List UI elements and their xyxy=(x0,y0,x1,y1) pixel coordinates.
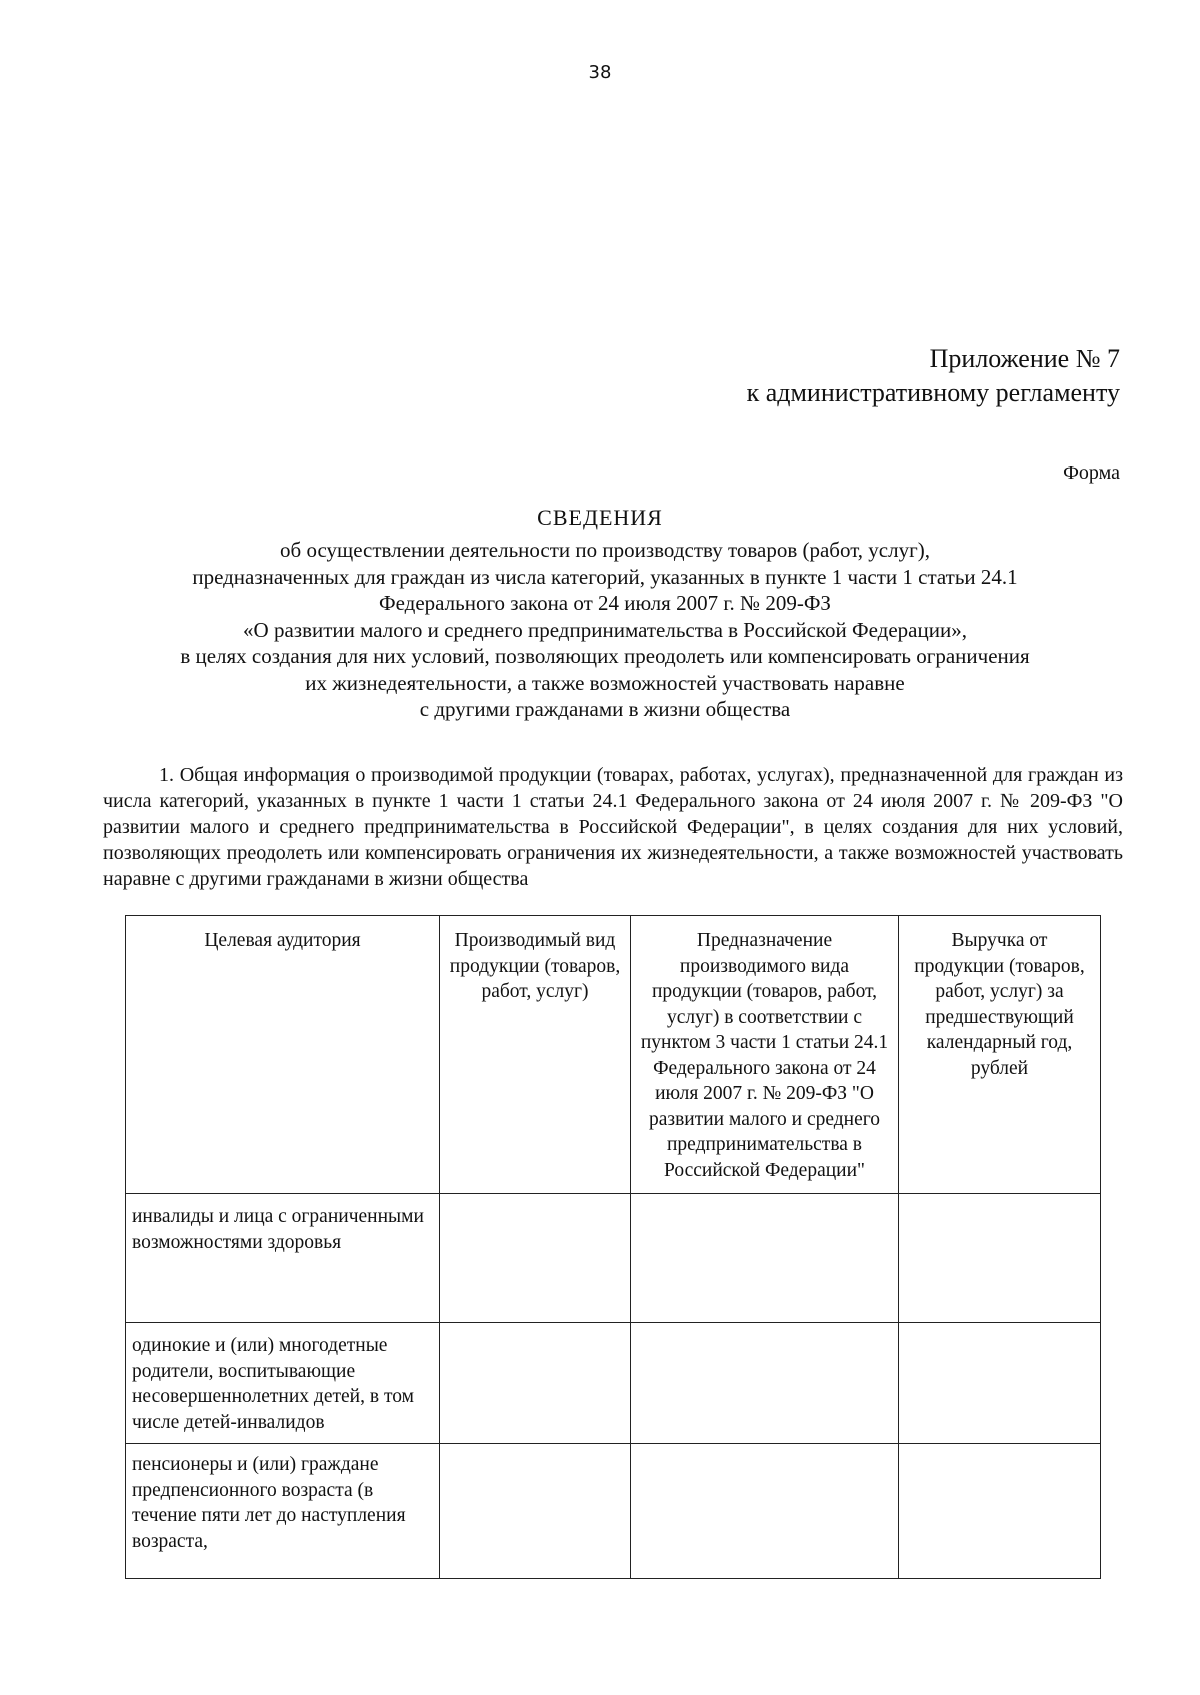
subtitle-line: «О развитии малого и среднего предпринимательства в Российской Федерации», xyxy=(243,617,967,642)
document-title: СВЕДЕНИЯ xyxy=(537,505,663,530)
section-1-paragraph: 1. Общая информация о производимой продукции (товарах, работах, услугах), предназначенной для граждан из числа категорий, указанных в пункте 1 части 1 статьи 24.1 Федерального закона от 24 июля 2007 г. № 209-ФЗ "О развитии малого и среднего предпринимательства в Российской Федерации", в целях создания для них условий, позволяющих преодолеть или компенсировать ограничения их жизнедеятельности, а также возможностей участвовать наравне с другими гражданами в жизни общества xyxy=(103,764,1123,890)
table-row xyxy=(126,1444,1101,1579)
table-cell-audience: инвалиды и лица с ограниченными возможностями здоровья xyxy=(126,1194,440,1323)
table-row xyxy=(126,1194,1101,1323)
subtitle-line: с другими гражданами в жизни общества xyxy=(419,697,791,721)
subtitle-line: их жизнедеятельности, а также возможностей участвовать наравне xyxy=(305,670,905,695)
column-header-target-audience: Целевая аудитория xyxy=(126,916,440,1194)
table-header-row xyxy=(126,916,1101,1194)
table-cell-empty[interactable] xyxy=(631,1323,899,1444)
table-cell-empty[interactable] xyxy=(440,1323,631,1444)
table-row xyxy=(126,1323,1101,1444)
table-cell-empty[interactable] xyxy=(631,1444,899,1579)
table-cell-empty[interactable] xyxy=(899,1444,1101,1579)
document-subtitle xyxy=(90,537,1120,723)
column-header-product-type: Производимый вид продукции (товаров, работ, услуг) xyxy=(440,916,631,1194)
form-label: Форма xyxy=(1063,462,1120,484)
table-cell-empty[interactable] xyxy=(899,1323,1101,1444)
column-header-product-purpose: Предназначение производимого вида продукции (товаров, работ, услуг) в соответствии с пунктом 3 части 1 статьи 24.1 Федерального закона от 24 июля 2007 г. № 209-ФЗ "О развитии малого и среднего предпринимательства в Российской Федерации" xyxy=(631,916,899,1194)
table-cell-audience: пенсионеры и (или) граждане предпенсионного возраста (в течение пяти лет до наступления возраста, xyxy=(126,1444,440,1579)
products-table xyxy=(125,915,1101,1579)
table-cell-audience: одинокие и (или) многодетные родители, воспитывающие несовершеннолетних детей, в том числе детей-инвалидов xyxy=(126,1323,440,1444)
column-header-revenue: Выручка от продукции (товаров, работ, услуг) за предшествующий календарный год, рублей xyxy=(899,916,1101,1194)
appendix-title: Приложение № 7 xyxy=(929,344,1120,373)
appendix-subtitle: к административному регламенту xyxy=(746,378,1120,407)
page-number: 38 xyxy=(588,62,612,83)
table-cell-empty[interactable] xyxy=(440,1444,631,1579)
subtitle-line: в целях создания для них условий, позволяющих преодолеть или компенсировать ограничения xyxy=(180,644,1030,668)
table-cell-empty[interactable] xyxy=(899,1194,1101,1323)
subtitle-line: Федерального закона от 24 июля 2007 г. № 209-ФЗ xyxy=(379,591,831,615)
appendix-reference xyxy=(747,342,1120,410)
table-cell-empty[interactable] xyxy=(440,1194,631,1323)
table-cell-empty[interactable] xyxy=(631,1194,899,1323)
subtitle-line: предназначенных для граждан из числа категорий, указанных в пункте 1 части 1 статьи 24.1 xyxy=(192,564,1018,589)
subtitle-line: об осуществлении деятельности по производству товаров (работ, услуг), xyxy=(280,538,930,562)
